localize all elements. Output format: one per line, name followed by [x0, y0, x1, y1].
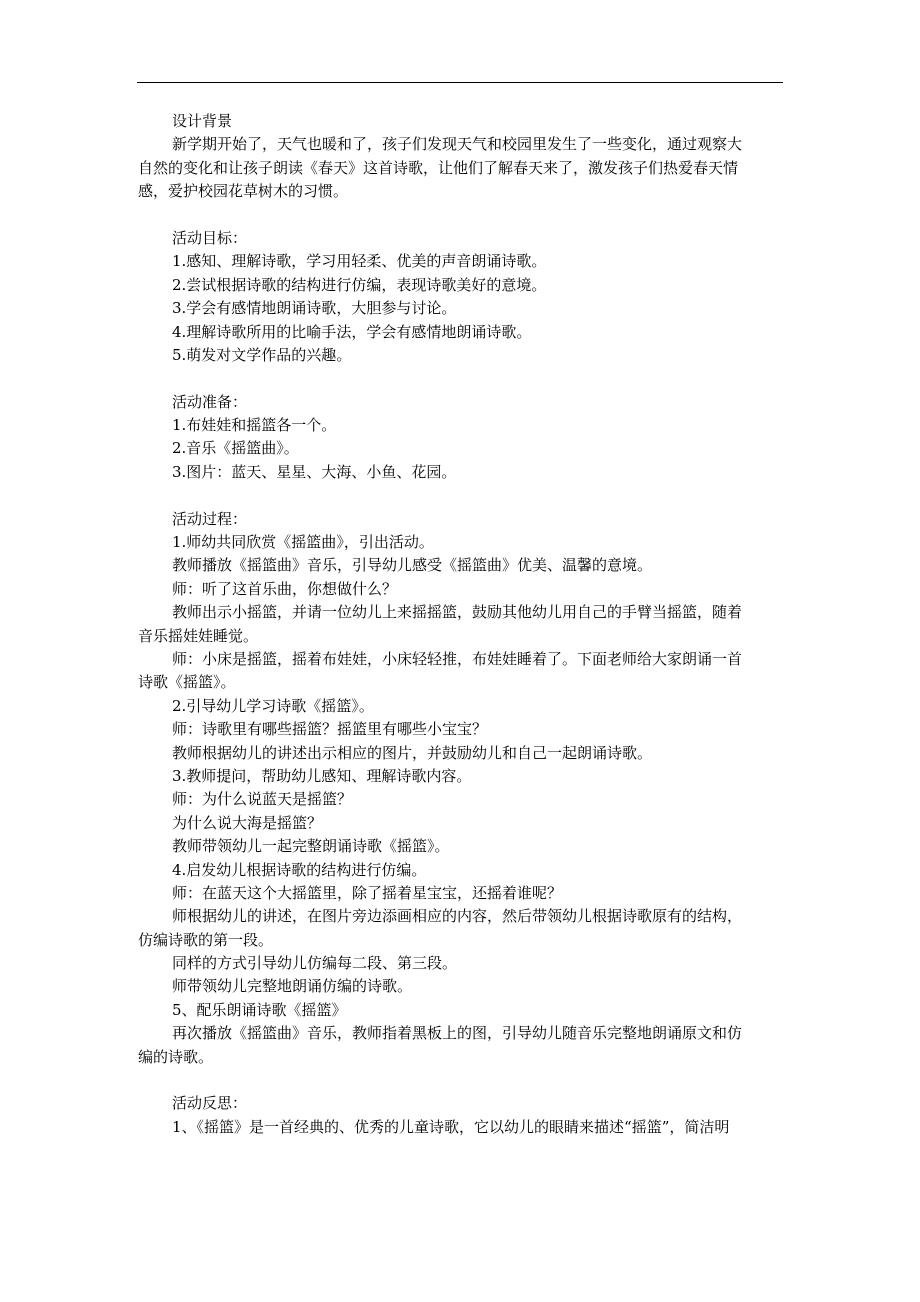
list-item: 2.尝试根据诗歌的结构进行仿编，表现诗歌美好的意境。	[172, 275, 547, 294]
process-line: 师：小床是摇篮，摇着布娃娃，小床轻轻推，布娃娃睡着了。下面老师给大家朗诵一首	[172, 649, 743, 668]
list-item: 5.萌发对文学作品的兴趣。	[172, 345, 352, 364]
process-line: 3.教师提问，帮助幼儿感知、理解诗歌内容。	[172, 766, 472, 785]
process-line: 师：听了这首乐曲，你想做什么？	[172, 579, 398, 598]
header-rule	[137, 82, 783, 83]
blank-line	[138, 484, 784, 507]
paragraph-line: 自然的变化和让孩子朗读《春天》这首诗歌，让他们了解春天来了，激发孩子们热爱春天情	[138, 158, 739, 177]
process-line: 1.师幼共同欣赏《摇篮曲》，引出活动。	[172, 533, 434, 552]
process-line: 4.启发幼儿根据诗歌的结构进行仿编。	[172, 860, 427, 879]
list-item: 3.图片：蓝天、星星、大海、小鱼、花园。	[172, 462, 457, 481]
process-line: 编的诗歌。	[138, 1047, 214, 1066]
process-line: 为什么说大海是摇篮？	[172, 813, 323, 832]
process-line: 诗歌《摇篮》。	[138, 673, 236, 692]
list-item: 1.布娃娃和摇篮各一个。	[172, 416, 337, 435]
process-line: 师：诗歌里有哪些摇篮？摇篮里有哪些小宝宝？	[172, 720, 488, 739]
process-line: 2.引导幼儿学习诗歌《摇篮》。	[172, 696, 374, 715]
heading-preparation: 活动准备：	[172, 392, 248, 411]
paragraph-line: 感，爱护校园花草树木的习惯。	[138, 182, 349, 201]
blank-line	[138, 1069, 784, 1092]
document-body	[138, 110, 784, 1139]
reflection-line: 1、《摇篮》是一首经典的、优秀的儿童诗歌，它以幼儿的眼睛来描述“摇篮”，简洁明	[172, 1117, 730, 1136]
process-line: 师根据幼儿的讲述，在图片旁边添画相应的内容，然后带领幼儿根据诗歌原有的结构，	[172, 907, 743, 926]
blank-line	[138, 367, 784, 390]
process-line: 教师带领幼儿一起完整朗诵诗歌《摇篮》。	[172, 837, 450, 856]
heading-design-background: 设计背景	[172, 112, 233, 130]
heading-goals: 活动目标：	[172, 228, 248, 247]
heading-reflection: 活动反思：	[172, 1094, 248, 1113]
paragraph-line: 新学期开始了，天气也暖和了，孩子们发现天气和校园里发生了一些变化，通过观察大	[172, 135, 743, 154]
process-line: 师：在蓝天这个大摇篮里，除了摇着星宝宝，还摇着谁呢？	[172, 883, 563, 902]
process-line: 仿编诗歌的第一段。	[138, 930, 274, 949]
process-line: 师：为什么说蓝天是摇篮？	[172, 790, 353, 809]
heading-process: 活动过程：	[172, 509, 248, 528]
blank-line	[138, 204, 784, 227]
process-line: 教师出示小摇篮，并请一位幼儿上来摇摇篮，鼓励其他幼儿用自己的手臂当摇篮，随着	[172, 603, 743, 622]
process-line: 再次播放《摇篮曲》音乐，教师指着黑板上的图，引导幼儿随音乐完整地朗诵原文和仿	[172, 1024, 743, 1043]
list-item: 3.学会有感情地朗诵诗歌，大胆参与讨论。	[172, 299, 457, 318]
list-item: 1.感知、理解诗歌，学习用轻柔、优美的声音朗诵诗歌。	[172, 252, 547, 271]
process-line: 教师根据幼儿的讲述出示相应的图片，并鼓励幼儿和自己一起朗诵诗歌。	[172, 743, 653, 762]
process-line: 师带领幼儿完整地朗诵仿编的诗歌。	[172, 977, 413, 996]
process-line: 音乐摇娃娃睡觉。	[138, 626, 259, 645]
list-item: 2.音乐《摇篮曲》。	[172, 439, 299, 458]
process-line: 教师播放《摇篮曲》音乐，引导幼儿感受《摇篮曲》优美、温馨的意境。	[172, 556, 653, 575]
process-line: 5、配乐朗诵诗歌《摇篮》	[172, 1000, 347, 1019]
list-item: 4.理解诗歌所用的比喻手法，学会有感情地朗诵诗歌。	[172, 322, 532, 341]
process-line: 同样的方式引导幼儿仿编每二段、第三段。	[172, 954, 458, 973]
